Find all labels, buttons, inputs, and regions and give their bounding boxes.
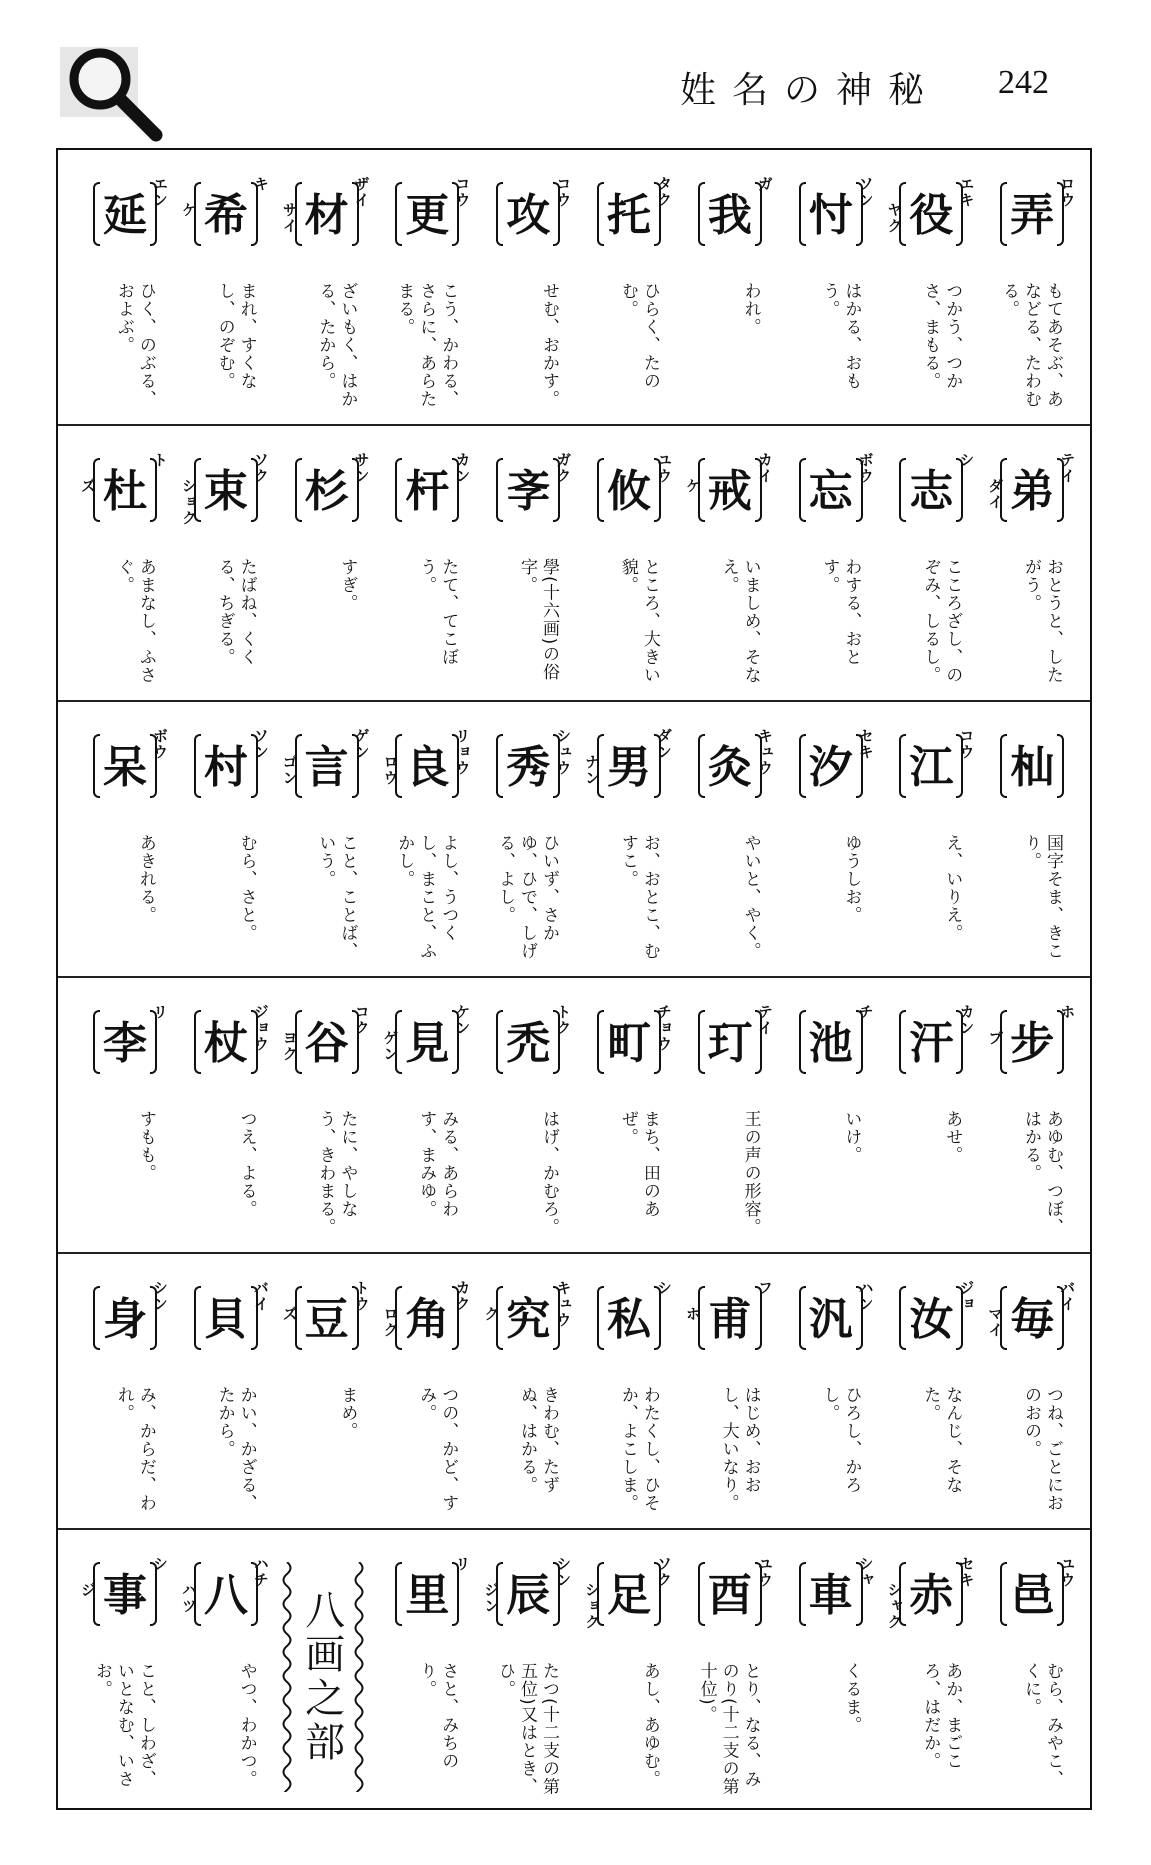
reading-on: ユウ	[755, 1556, 774, 1588]
reading-on: ロウ	[1058, 176, 1077, 208]
kanji-meaning: むら、みやこ、くに。	[1021, 1662, 1063, 1788]
kanji-meaning: み、からだ、われ。	[113, 1386, 156, 1512]
kanji-entry	[776, 172, 877, 422]
kanji-entry	[574, 724, 675, 974]
reading-alt: ナン	[583, 754, 602, 786]
reading-alt: マイ	[986, 1306, 1005, 1338]
reading-on: エキ	[957, 176, 976, 208]
kanji-meaning: たて、てこぼう。	[416, 558, 459, 666]
reading-on: ボウ	[856, 452, 875, 484]
reading-on: バイ	[1058, 1280, 1077, 1312]
reading-alt: ロク	[381, 1306, 400, 1338]
kanji-entry	[977, 172, 1078, 422]
kanji-meaning: あゆむ、つぼ、はかる。	[1021, 1110, 1063, 1236]
kanji-entry	[977, 1000, 1078, 1250]
kanji-entry	[574, 172, 675, 422]
kanji-entry	[876, 1276, 977, 1526]
kanji-entry	[70, 1552, 171, 1802]
kanji-character: 杆	[398, 458, 456, 526]
kanji-character: 杜	[96, 458, 154, 526]
kanji-character: 束	[197, 458, 255, 526]
kanji-character: 杉	[298, 458, 356, 526]
kanji-meaning: こう、かわる、さらに、あらたまる。	[394, 282, 459, 408]
section-label: 八画之部	[298, 1589, 345, 1765]
kanji-meaning: つね、ごとにおのおの。	[1021, 1386, 1063, 1512]
reading-on: チ	[856, 1004, 875, 1020]
reading-on: シン	[151, 1280, 170, 1312]
table-row	[58, 1254, 1090, 1530]
kanji-character: 禿	[499, 1010, 557, 1078]
kanji-character: 我	[701, 182, 759, 250]
kanji-entry	[171, 1552, 272, 1802]
reading-on: ソン	[251, 728, 270, 760]
reading-alt: ズ	[280, 1306, 299, 1322]
kanji-entry	[272, 448, 373, 698]
reading-on: ゲン	[352, 728, 371, 760]
kanji-character: 汝	[902, 1286, 960, 1354]
kanji-entry	[776, 1552, 877, 1802]
kanji-meaning: はじめ、おおし、大いなり。	[718, 1386, 761, 1512]
kanji-entry	[776, 724, 877, 974]
kanji-meaning: たつ(十二支の第五位)又はとき、ひ。	[495, 1662, 560, 1796]
reading-on: セキ	[957, 1556, 976, 1588]
kanji-meaning: 學(十六画)の俗字。	[517, 558, 560, 682]
kanji-character: 志	[902, 458, 960, 526]
kanji-meaning: われ。	[740, 282, 761, 336]
kanji-character: 材	[298, 182, 356, 250]
kanji-meaning: まめ。	[337, 1386, 358, 1440]
magnifier-icon	[60, 35, 170, 145]
kanji-entry	[675, 1276, 776, 1526]
kanji-character: 汎	[802, 1286, 860, 1354]
table-row	[58, 150, 1090, 426]
table-row	[58, 978, 1090, 1254]
reading-on: ユウ	[655, 452, 674, 484]
reading-on: ソク	[251, 452, 270, 484]
reading-on: バイ	[251, 1280, 270, 1312]
reading-on: テイ	[1058, 452, 1077, 484]
kanji-character: 灸	[701, 734, 759, 802]
kanji-character: 玎	[701, 1010, 759, 1078]
kanji-meaning: あせ。	[942, 1110, 963, 1164]
kanji-meaning: いけ。	[841, 1110, 862, 1164]
kanji-entry	[372, 1276, 473, 1526]
kanji-meaning: あまなし、ふさぐ。	[113, 558, 156, 684]
page-number: 242	[998, 64, 1049, 101]
kanji-entry	[272, 1276, 373, 1526]
kanji-character: 豆	[298, 1286, 356, 1354]
kanji-character: 汗	[902, 1010, 960, 1078]
kanji-character: 辰	[499, 1562, 557, 1630]
kanji-entry	[70, 1000, 171, 1250]
kanji-character: 更	[398, 182, 456, 250]
kanji-meaning: なんじ、そなた。	[920, 1386, 963, 1494]
kanji-character: 托	[600, 182, 658, 250]
reading-on: カン	[957, 1004, 976, 1036]
kanji-meaning: つの、かど、すみ。	[416, 1386, 459, 1512]
reading-on: コク	[352, 1004, 371, 1036]
reading-on: カク	[453, 1280, 472, 1312]
kanji-entry	[171, 724, 272, 974]
kanji-character: 秀	[499, 734, 557, 802]
kanji-meaning: もてあそぶ、あなどる、たわむる。	[999, 282, 1063, 408]
reading-on: キュウ	[755, 728, 774, 776]
reading-alt: ショク	[583, 1582, 602, 1630]
reading-on: キュウ	[554, 1280, 573, 1328]
kanji-entry	[876, 724, 977, 974]
reading-on: カイ	[755, 452, 774, 484]
reading-on: ト	[151, 452, 170, 468]
kanji-entry	[473, 1552, 574, 1802]
kanji-character: 李	[96, 1010, 154, 1078]
kanji-entry	[372, 448, 473, 698]
reading-alt: ロウ	[381, 754, 400, 786]
reading-on: ガ	[755, 176, 774, 192]
reading-on: コウ	[554, 176, 573, 208]
kanji-character: 役	[902, 182, 960, 250]
kanji-character: 車	[802, 1562, 860, 1630]
kanji-meaning: ひろし、かろし。	[819, 1386, 862, 1494]
kanji-meaning: こと、ことば、いう。	[315, 834, 358, 960]
kanji-meaning: はげ、かむろ。	[539, 1110, 560, 1236]
kanji-character: 角	[398, 1286, 456, 1354]
kanji-entry	[372, 172, 473, 422]
kanji-entry	[675, 172, 776, 422]
kanji-character: 身	[96, 1286, 154, 1354]
kanji-character: 攻	[499, 182, 557, 250]
kanji-entry	[675, 724, 776, 974]
table-row	[58, 426, 1090, 702]
reading-on: シン	[554, 1556, 573, 1588]
reading-on: ハチ	[251, 1556, 270, 1588]
kanji-entry	[574, 1552, 675, 1802]
kanji-character: 步	[1003, 1010, 1061, 1078]
kanji-meaning: お、おとこ、むすこ。	[617, 834, 660, 960]
reading-alt: ズ	[79, 478, 98, 494]
kanji-character: 池	[802, 1010, 860, 1078]
kanji-meaning: まれ、すくなし、のぞむ。	[214, 282, 257, 390]
reading-alt: ケ	[179, 202, 198, 218]
kanji-character: 町	[600, 1010, 658, 1078]
reading-on: ソク	[655, 1556, 674, 1588]
kanji-entry	[977, 1552, 1078, 1802]
kanji-entry	[272, 724, 373, 974]
reading-alt: ゴン	[280, 754, 299, 786]
kanji-entry	[70, 172, 171, 422]
reading-on: トク	[554, 1004, 573, 1036]
kanji-character: 村	[197, 734, 255, 802]
kanji-meaning: さと、みちのり。	[416, 1662, 459, 1770]
reading-on: コウ	[957, 728, 976, 760]
kanji-entry	[876, 448, 977, 698]
kanji-character: 忘	[802, 458, 860, 526]
reading-on: ホ	[1058, 1004, 1077, 1020]
kanji-character: 良	[398, 734, 456, 802]
kanji-character: 酉	[701, 1562, 759, 1630]
reading-on: ジョウ	[251, 1004, 270, 1052]
kanji-entry	[372, 1000, 473, 1250]
kanji-entry	[473, 172, 574, 422]
wave-border-right	[352, 1562, 366, 1792]
kanji-entry	[977, 448, 1078, 698]
kanji-meaning: 国字そま、きこり。	[1021, 834, 1063, 960]
kanji-character: 里	[398, 1562, 456, 1630]
kanji-meaning: やつ、わかつ。	[236, 1662, 257, 1788]
kanji-entry	[272, 1000, 373, 1250]
reading-on: コウ	[453, 176, 472, 208]
reading-alt: ヨク	[280, 1030, 299, 1062]
reading-on: ダン	[655, 728, 674, 760]
kanji-meaning: すぎ。	[337, 558, 358, 612]
kanji-character: 杖	[197, 1010, 255, 1078]
kanji-meaning: せむ、おかす。	[539, 282, 560, 408]
reading-on: ユウ	[1058, 1556, 1077, 1588]
reading-on: セキ	[856, 728, 875, 760]
kanji-entry	[876, 1000, 977, 1250]
table-row	[58, 1530, 1090, 1806]
kanji-meaning: みる、あらわす、まみゆ。	[416, 1110, 459, 1218]
kanji-entry	[977, 724, 1078, 974]
reading-alt: ホ	[683, 1306, 702, 1322]
reading-alt: ケ	[683, 478, 702, 494]
kanji-meaning: やいと、やく。	[740, 834, 761, 960]
kanji-meaning: むら、さと。	[236, 834, 257, 942]
kanji-character: 究	[499, 1286, 557, 1354]
kanji-meaning: ところ、大きい貌。	[617, 558, 660, 684]
kanji-entry	[574, 1000, 675, 1250]
kanji-character: 江	[902, 734, 960, 802]
kanji-entry	[473, 724, 574, 974]
reading-on: ソン	[856, 176, 875, 208]
reading-on: チョウ	[655, 1004, 674, 1052]
kanji-character: 弄	[1003, 182, 1061, 250]
kanji-entry	[675, 448, 776, 698]
kanji-character: 呆	[96, 734, 154, 802]
kanji-character: 谷	[298, 1010, 356, 1078]
kanji-meaning: きわむ、たずぬ、はかる。	[517, 1386, 560, 1494]
kanji-entry	[675, 1552, 776, 1802]
kanji-meaning: あか、まごころ、はだか。	[920, 1662, 963, 1770]
reading-on: シ	[957, 452, 976, 468]
kanji-meaning: ひいず、さかゆ、ひで、しげる、よし。	[495, 834, 560, 960]
reading-on: シ	[151, 1556, 170, 1572]
reading-on: エン	[151, 176, 170, 208]
reading-on: キ	[251, 176, 270, 192]
kanji-character: 攸	[600, 458, 658, 526]
reading-on: テイ	[755, 1004, 774, 1036]
kanji-meaning: たに、やしなう、きわまる。	[315, 1110, 358, 1236]
kanji-meaning: かい、かざる、たから。	[214, 1386, 257, 1512]
kanji-character: 赤	[902, 1562, 960, 1630]
reading-alt: ゲン	[381, 1030, 400, 1062]
kanji-entry	[977, 1276, 1078, 1526]
reading-alt: ショク	[179, 478, 198, 526]
kanji-meaning: くるま。	[841, 1662, 862, 1734]
reading-on: シャ	[856, 1556, 875, 1588]
kanji-character: 毎	[1003, 1286, 1061, 1354]
reading-on: フ	[755, 1280, 774, 1296]
kanji-character: 男	[600, 734, 658, 802]
reading-on: サン	[352, 452, 371, 484]
reading-alt: ジン	[482, 1582, 501, 1614]
reading-on: シュウ	[554, 728, 573, 776]
kanji-character: 見	[398, 1010, 456, 1078]
reading-on: リョウ	[453, 728, 472, 776]
kanji-entry	[473, 1000, 574, 1250]
reading-on: シ	[655, 1280, 674, 1296]
kanji-entry	[372, 1552, 473, 1802]
table-row	[58, 702, 1090, 978]
reading-on: ボウ	[151, 728, 170, 760]
reading-alt: シャク	[885, 1582, 904, 1630]
kanji-entry	[876, 172, 977, 422]
kanji-meaning: ゆうしお。	[841, 834, 862, 924]
section-heading	[272, 1552, 373, 1802]
kanji-meaning: とり、なる、みのり(十二支の第十位)。	[696, 1662, 761, 1796]
kanji-character: 貝	[197, 1286, 255, 1354]
reading-alt: ブ	[986, 1030, 1005, 1046]
reading-on: リ	[453, 1556, 472, 1572]
reading-on: ジョ	[957, 1280, 976, 1312]
kanji-character: 甫	[701, 1286, 759, 1354]
reading-on: ガク	[554, 452, 573, 484]
kanji-meaning: いましめ、そなえ。	[718, 558, 761, 684]
kanji-meaning: まち、田のあぜ。	[617, 1110, 660, 1218]
kanji-character: 杣	[1003, 734, 1061, 802]
kanji-entry	[171, 1000, 272, 1250]
kanji-character: 汐	[802, 734, 860, 802]
kanji-entry	[70, 1276, 171, 1526]
reading-on: タク	[655, 176, 674, 208]
kanji-entry	[70, 448, 171, 698]
kanji-meaning: あきれる。	[135, 834, 156, 924]
kanji-character: 八	[197, 1562, 255, 1630]
kanji-meaning: おとうと、したがう。	[1021, 558, 1063, 684]
kanji-entry	[776, 1276, 877, 1526]
kanji-entry	[171, 448, 272, 698]
reading-on: リ	[151, 1004, 170, 1020]
kanji-meaning: え、いりえ。	[942, 834, 963, 942]
kanji-entry	[876, 1552, 977, 1802]
kanji-table	[56, 148, 1092, 1810]
reading-on: ケン	[453, 1004, 472, 1036]
kanji-meaning: つえ、よる。	[236, 1110, 257, 1218]
kanji-entry	[171, 172, 272, 422]
kanji-entry	[675, 1000, 776, 1250]
kanji-entry	[473, 1276, 574, 1526]
kanji-entry	[574, 1276, 675, 1526]
kanji-character: 弟	[1003, 458, 1061, 526]
kanji-character: 希	[197, 182, 255, 250]
page-title: 姓名の神秘	[680, 70, 941, 111]
kanji-meaning: ひく、のぶる、およぶ。	[113, 282, 156, 408]
kanji-meaning: わする、おとす。	[819, 558, 862, 666]
kanji-entry	[574, 448, 675, 698]
kanji-character: 事	[96, 1562, 154, 1630]
kanji-character: 邑	[1003, 1562, 1061, 1630]
reading-alt: ク	[482, 1306, 501, 1322]
kanji-entry	[171, 1276, 272, 1526]
kanji-character: 言	[298, 734, 356, 802]
reading-on: ハン	[856, 1280, 875, 1312]
reading-on: ザイ	[352, 176, 371, 208]
kanji-entry	[473, 448, 574, 698]
kanji-meaning: 王の声の形容。	[740, 1110, 761, 1236]
kanji-meaning: あし、あゆむ。	[639, 1662, 660, 1788]
kanji-meaning: こころざし、のぞみ、しるし。	[920, 558, 963, 684]
kanji-character: 足	[600, 1562, 658, 1630]
reading-on: カン	[453, 452, 472, 484]
kanji-entry	[776, 448, 877, 698]
kanji-character: 私	[600, 1286, 658, 1354]
kanji-entry	[372, 724, 473, 974]
kanji-meaning: はかる、おもう。	[819, 282, 862, 390]
kanji-character: 延	[96, 182, 154, 250]
kanji-character: 斈	[499, 458, 557, 526]
kanji-entry	[776, 1000, 877, 1250]
kanji-meaning: わたくし、ひそか、よこしま。	[617, 1386, 660, 1512]
kanji-entry	[70, 724, 171, 974]
kanji-entry	[272, 172, 373, 422]
reading-alt: ジ	[79, 1582, 98, 1598]
kanji-meaning: ひらく、たのむ。	[617, 282, 660, 390]
reading-alt: サイ	[280, 202, 299, 234]
reading-alt: ダイ	[986, 478, 1005, 510]
kanji-character: 忖	[802, 182, 860, 250]
kanji-meaning: すもも。	[135, 1110, 156, 1182]
kanji-meaning: ざいもく、はかる、たから。	[315, 282, 358, 408]
reading-alt: ヤク	[885, 202, 904, 234]
reading-on: トウ	[352, 1280, 371, 1312]
kanji-meaning: つかう、つかさ、まもる。	[920, 282, 963, 390]
reading-alt: ハツ	[179, 1582, 198, 1614]
kanji-meaning: よし、うつくし、まこと、ふかし。	[394, 834, 459, 960]
kanji-meaning: たばね、くくる、ちぎる。	[214, 558, 257, 666]
kanji-meaning: こと、しわざ、いとなむ、いさお。	[91, 1662, 156, 1788]
kanji-character: 戒	[701, 458, 759, 526]
